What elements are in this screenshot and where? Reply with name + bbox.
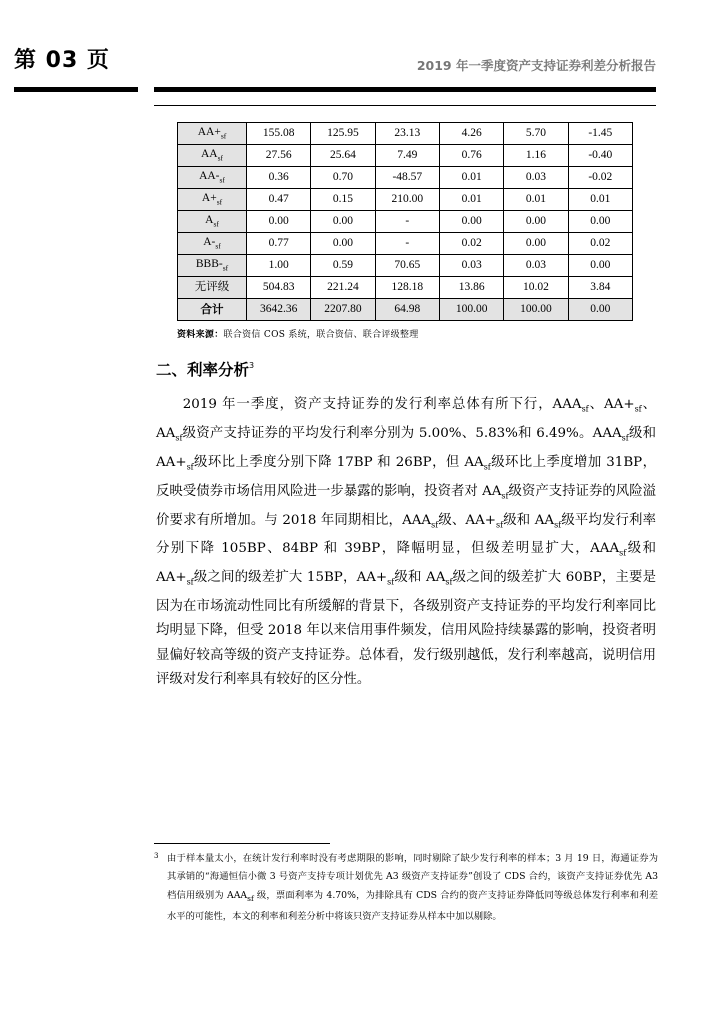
table-cell: 0.03 [504,167,568,189]
table-cell: 25.64 [311,145,375,167]
paragraph-text: 级之间的级差扩大 60BP，主要是因为在市场流动性同比有所缓解的背景下，各级别资产支持证券的平均发行利率同比均明显下降，但受 2018 年以来信用事件频发，信用风险持续暴露的影响，投资者明显偏好较高等级的资产支持证券。总体看，发行级别越低，发行利率越高，说明信用评级对发行利率具有较好的区分性。 [156,570,656,687]
table-cell: -1.45 [568,123,632,145]
rating-subscript: sf [186,577,194,587]
row-header-rating [178,189,247,211]
table-cell: 0.00 [439,211,503,233]
paragraph-text: 级和 AA [503,512,555,528]
rating-distribution-table [177,122,633,321]
rating-subscript: sf [247,893,254,903]
table-cell: 0.00 [504,233,568,255]
table-cell: 1.16 [504,145,568,167]
table-cell: 0.00 [568,211,632,233]
paragraph-text: 、AA [156,397,657,441]
table-cell: 23.13 [375,123,439,145]
paragraph-text: 级资产支持证券的风险溢价要求有所增加。与 2018 年同期相比，AAA [156,483,656,528]
paragraph-text: 2019 年一季度，资产支持证券的发行利率总体有所下行，AAA [182,397,582,412]
rating-label: AA [200,148,218,161]
footnote-mark: 3 [154,852,159,860]
table-cell: 0.02 [568,233,632,255]
table-cell: 0.01 [568,189,632,211]
footnote-separator [154,843,330,844]
table-cell: 0.47 [247,189,311,211]
table-cell: 0.03 [439,255,503,277]
table-cell: 210.00 [375,189,439,211]
table-cell: -0.02 [568,167,632,189]
table-source [177,327,419,340]
table-row [178,145,633,167]
header-rule-right [154,87,656,92]
paragraph-text: 级资产支持证券的平均发行利率分别为 5.00%、5.83%和 6.49%。AAA [182,425,622,441]
rating-subscript: sf [186,462,194,472]
rating-label: 无评级 [194,280,230,293]
rating-subscript: sf [581,404,589,414]
table-cell: -0.40 [568,145,632,167]
rating-subscript: sf [483,462,491,472]
table-cell: 0.02 [439,233,503,255]
page-number: 第 03 页 [14,48,110,73]
table-cell: 0.00 [247,211,311,233]
rating-subscript: sf [215,241,221,251]
table-cell: 0.36 [247,167,311,189]
table-cell: 0.00 [311,211,375,233]
table-cell: - [375,233,439,255]
rating-subscript: sf [431,520,439,530]
table-cell: 7.49 [375,145,439,167]
table-cell: 13.86 [439,277,503,299]
footnote-text-part: 由于样本量太小，在统计发行利率时没有考虑期限的影响，同时剔除了缺少发行利率的样本；3 月 19 日，海通证券为其承销的“海通恒信小微 3 号资产支持专项计划优先 A3 级资产支持证券”创设了 CDS 合约，该资产支持证券优先 A3 档信用级别为 AAA [167,853,658,901]
rating-subscript: sf [621,433,629,443]
table-row [178,255,633,277]
rating-subscript: sf [619,549,627,559]
table-cell: 128.18 [375,277,439,299]
row-header-rating [178,233,247,255]
table-cell: 155.08 [247,123,311,145]
paragraph-text: 级之间的级差扩大 15BP，AA+ [193,570,388,586]
table-row [178,123,633,145]
section-heading-text: 二、利率分析 [156,361,250,379]
table-cell: 64.98 [375,299,439,321]
footnote [154,850,658,926]
table-cell: 0.01 [439,189,503,211]
row-header-rating [178,123,247,145]
paragraph-text: 级和 AA+ [156,425,656,470]
table-cell: 0.70 [311,167,375,189]
rating-label: A [205,214,214,227]
rating-label: AA+ [197,126,221,139]
rating-subscript: sf [219,175,225,185]
rating-subscript: sf [213,219,219,229]
rating-label: BBB- [195,258,223,271]
table-cell: 0.01 [504,189,568,211]
table-cell: 0.00 [568,299,632,321]
paragraph-text: 级环比上季度分别下降 17BP 和 26BP，但 AA [193,454,484,470]
table-cell: 4.26 [439,123,503,145]
paragraph-text: 级环比上季度增加 31BP，反映受债券市场信用风险进一步暴露的影响，投资者对 AA [156,454,656,499]
table-cell: - [375,211,439,233]
footnote-ref: 3 [249,361,255,370]
table-cell: 27.56 [247,145,311,167]
table-cell: 100.00 [439,299,503,321]
rating-subscript: sf [634,404,642,414]
rating-subscript: sf [501,491,509,501]
rating-subscript: sf [175,433,183,443]
rating-subscript: sf [445,577,453,587]
table-cell: 0.59 [311,255,375,277]
table-row [178,211,633,233]
body-paragraph [156,393,656,692]
rating-subscript: sf [217,153,224,163]
table-cell: 3.84 [568,277,632,299]
rating-subscript: sf [387,577,395,587]
rating-subscript: sf [554,520,562,530]
table-cell: 0.76 [439,145,503,167]
table-cell: 221.24 [311,277,375,299]
footnote-text [154,850,658,926]
paragraph-text: 级和 AA+ [156,541,657,586]
table-cell: 5.70 [504,123,568,145]
rating-subscript: sf [220,131,227,141]
table-row [178,167,633,189]
source-label: 资料来源： [177,330,224,340]
table-cell: 0.03 [504,255,568,277]
row-header-rating [178,167,247,189]
table-cell: 2207.80 [311,299,375,321]
footnote-text-part: 级，票面利率为 4.70%，为排除具有 CDS 合约的资产支持证券降低同等级总体发行利率和利差水平的可能性，本文的利率和利差分析中将该只资产支持证券从样本中加以剔除。 [167,889,658,922]
rating-subscript: sf [216,197,223,207]
rating-label: A+ [201,192,217,205]
table-row-total [178,299,633,321]
table-cell: 0.01 [439,167,503,189]
table-cell: 0.77 [247,233,311,255]
paragraph-text: 、AA+ [588,397,635,412]
table-cell: 10.02 [504,277,568,299]
table-cell: 0.00 [568,255,632,277]
row-header-rating [178,211,247,233]
table-cell: -48.57 [375,167,439,189]
table-cell: 70.65 [375,255,439,277]
header-rule-thin [154,105,656,106]
table-cell: 125.95 [311,123,375,145]
table-cell: 100.00 [504,299,568,321]
table-cell: 0.00 [311,233,375,255]
row-header-total: 合计 [178,299,247,321]
table-cell: 1.00 [247,255,311,277]
source-text: 联合资信 COS 系统，联合资信、联合评级整理 [223,330,419,340]
table-cell: 0.15 [311,189,375,211]
paragraph-text: 级和 AA [394,570,446,586]
header-rule-left [14,87,138,92]
table-cell: 504.83 [247,277,311,299]
section-heading [156,358,254,380]
row-header-rating [178,145,247,167]
table-cell: 0.00 [504,211,568,233]
table-cell: 3642.36 [247,299,311,321]
paragraph-text: 级、AA+ [438,512,496,528]
table-row [178,277,633,299]
rating-label: AA- [199,170,220,183]
rating-subscript: sf [222,263,229,273]
paragraph-text: 级平均发行利率分别下降 105BP、84BP 和 39BP，降幅明显，但级差明显扩大，AAA [156,512,656,557]
row-header-rating [178,277,247,299]
rating-subscript: sf [496,520,504,530]
rating-label: A- [203,236,216,249]
report-title: 2019 年一季度资产支持证券利差分析报告 [416,58,656,73]
table-row [178,189,633,211]
table-row [178,233,633,255]
row-header-rating [178,255,247,277]
